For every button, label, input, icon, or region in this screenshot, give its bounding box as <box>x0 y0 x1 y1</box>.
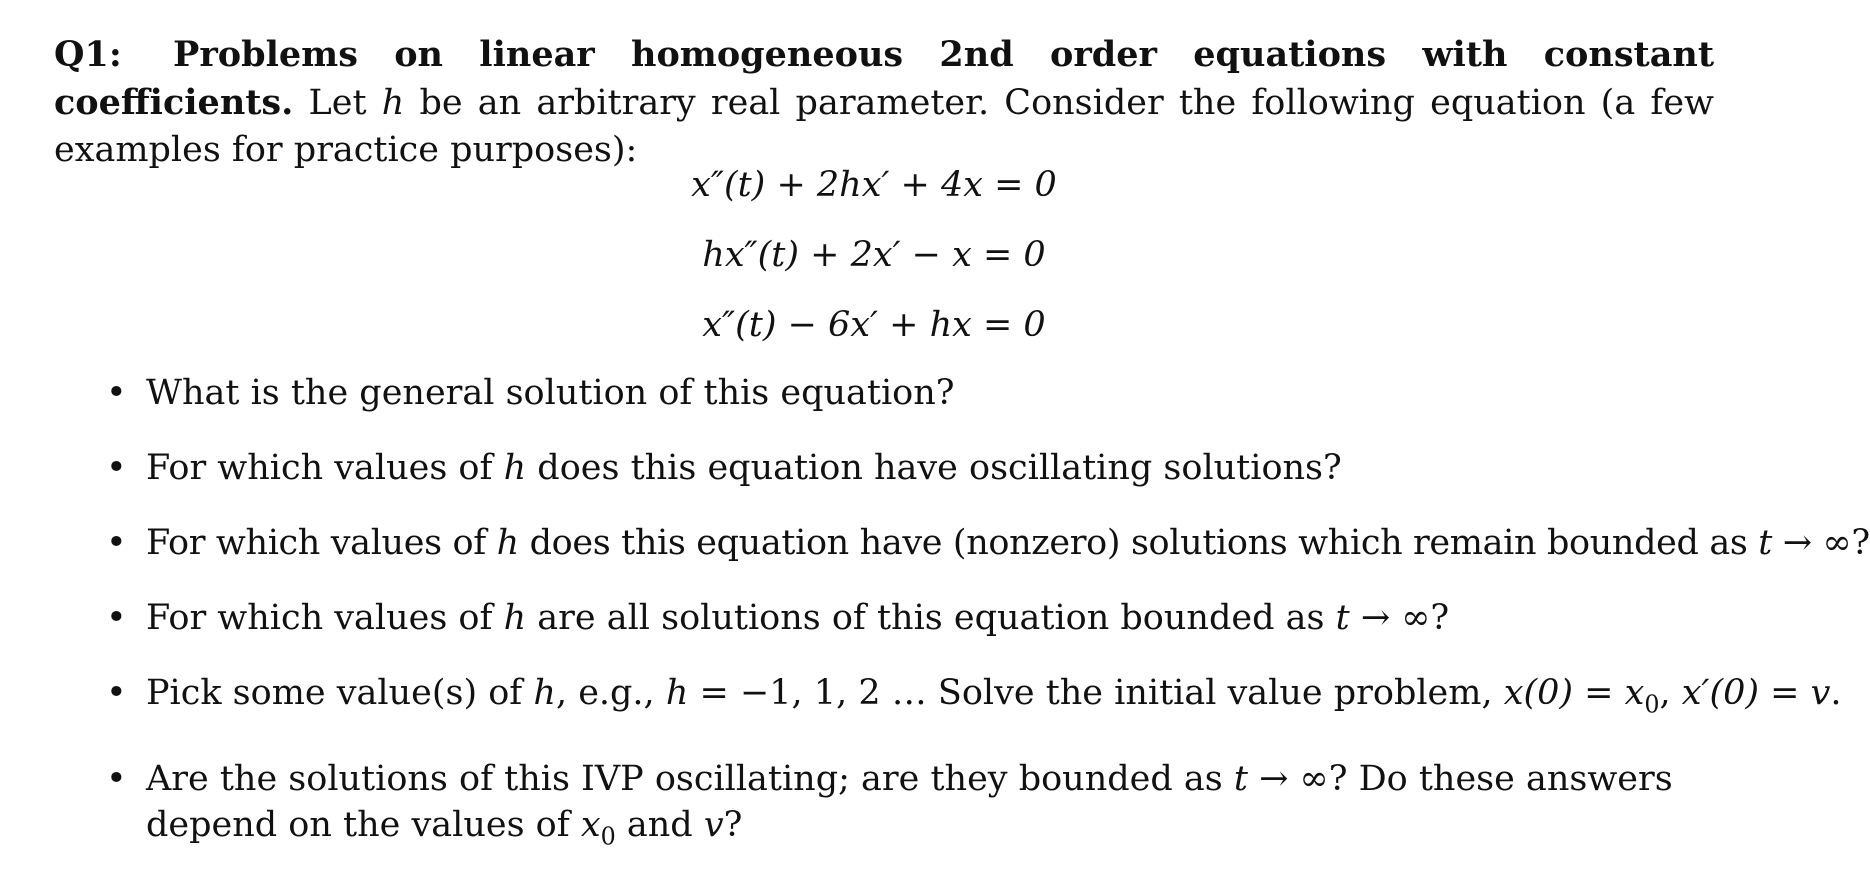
bullet-text: For which values of h are all solutions of this equation bounded as t → ∞? <box>146 598 1450 638</box>
equation-1: x″(t) + 2hx′ + 4x = 0 <box>691 165 1057 205</box>
question-title: Problems on linear homogeneous 2nd order equations with constant coefficients. <box>54 34 1714 123</box>
question-label: Q1: <box>54 34 122 75</box>
bullet-text: Are the solutions of this IVP oscillating; are they bounded as t → ∞? Do these answers depend on the values of $x_0$ and v? <box>146 759 1673 851</box>
bullet-icon: • <box>106 598 127 638</box>
list-item <box>106 520 1870 566</box>
list-item <box>106 445 1726 491</box>
list-item <box>106 756 1726 859</box>
list-item <box>106 595 1726 641</box>
bullet-icon: • <box>106 448 127 488</box>
bullet-icon: • <box>106 373 127 413</box>
equation-list <box>0 150 1748 360</box>
bullet-text: What is the general solution of this equation? <box>146 373 955 413</box>
bullet-text: For which values of h does this equation have oscillating solutions? <box>146 448 1342 488</box>
param-symbol: h <box>381 83 405 123</box>
list-item <box>106 370 1726 416</box>
equation-2: hx″(t) + 2x′ − x = 0 <box>702 235 1046 275</box>
equation-3: x″(t) − 6x′ + hx = 0 <box>702 305 1046 345</box>
bullet-icon: • <box>106 523 127 563</box>
question-list <box>106 370 1870 889</box>
bullet-text: Pick some value(s) of h, e.g., h = −1, 1, 2 … Solve the initial value problem, $x(0) = x_0$, x′(0) = v. <box>146 673 1842 719</box>
bullet-icon: • <box>106 759 127 800</box>
intro-text-2: be an arbitrary real parameter. Consider the following equation (a few examples for practice purposes): <box>54 83 1714 170</box>
list-item <box>106 670 1842 727</box>
intro-text-1: Let <box>308 83 367 123</box>
bullet-icon: • <box>106 673 127 713</box>
bullet-text: For which values of h does this equation have (nonzero) solutions which remain bounded as t → ∞? <box>146 523 1870 563</box>
